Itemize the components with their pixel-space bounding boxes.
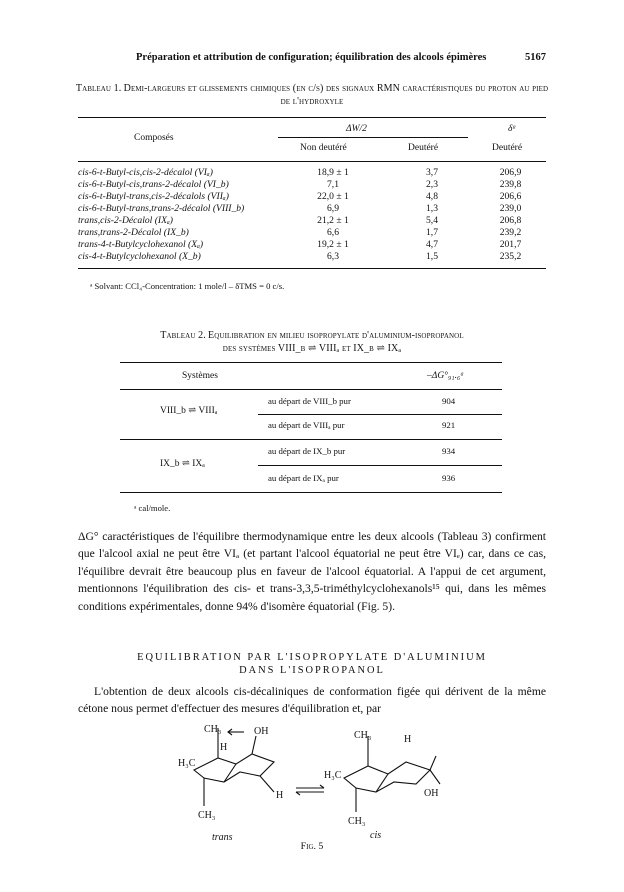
- table2-top-rule: [120, 362, 502, 363]
- table2-caption-line2: des systèmes VIII_b ⇌ VIIIₐ et IX_b ⇌ IXₐ: [222, 343, 402, 354]
- table1-row: [78, 166, 546, 178]
- cis-label-name: cis: [370, 830, 382, 841]
- table1-delta-cell: 206,9: [499, 166, 522, 178]
- table2-condition-2b: au départ de IXₐ pur: [268, 473, 339, 483]
- running-title: Préparation et attribution de configuration; équilibration des alcools épimères: [136, 52, 487, 63]
- paragraph-1: ΔG° caractéristiques de l'équilibre thermodynamique entre les deux alcools (Tableau 3) confirment que l'alcool axial ne peut être VIₐ (et partant l'alcool équatorial ne peut être VIₑ) car, dans ce cas, l'équilibre devrait être beaucoup plus en faveur de l'alcool équatorial. A l'appui de cet argument, mentionnons l'équilibration des cis- et trans-3,3,5-triméthylcyclohexanols¹⁵ qui, dans les mêmes conditions expérimentales, donne 94% d'isomère équatorial (Fig. 5).: [78, 530, 546, 613]
- table1-deutere-cell: 4,8: [426, 190, 438, 202]
- table1-header-deutere: Deutéré: [408, 143, 439, 153]
- table2-system-2: IX_b ⇌ IXₐ: [160, 459, 205, 469]
- table1-header-compounds: Composés: [134, 133, 174, 143]
- table1-deutere-cell: 1,7: [426, 227, 438, 239]
- cis-label-ch3-top: CH₃: [354, 730, 372, 741]
- table1-row: [78, 226, 546, 238]
- trans-label-h-right: H: [276, 790, 284, 801]
- cis-label-oh: OH: [424, 788, 439, 799]
- table2-header-rule: [120, 389, 502, 390]
- table1-delta-cell: 206,8: [499, 214, 522, 226]
- cis-label-h: H: [404, 734, 412, 745]
- table1-row: [78, 251, 546, 263]
- table1-compound-cell: trans,trans-2-Décalol (IX_b): [78, 227, 189, 239]
- table2-footnote: ᵃ cal/mole.: [134, 503, 171, 513]
- table1-row: [78, 214, 546, 226]
- table2-value-2a: 934: [442, 446, 456, 456]
- trans-label-h3c: H₃C: [178, 758, 196, 769]
- table1-deutere-cell: 1,5: [426, 251, 438, 263]
- trans-ring-fusion: [224, 764, 236, 782]
- cis-ring: [344, 762, 430, 792]
- table2-value-1a: 904: [442, 396, 456, 406]
- trans-bond-oh: [252, 736, 256, 754]
- table2-subrule-1: [258, 414, 502, 415]
- equilibrium-arrows: [296, 785, 324, 795]
- table1-delta-cell: 239,0: [499, 202, 522, 214]
- table1-compound-cell: cis-4-t-Butylcyclohexanol (X_b): [78, 251, 201, 263]
- table1-body: [78, 166, 546, 263]
- table2-caption-line1: Equilibration en milieu isopropylate d'aluminium-isopropanol: [208, 330, 464, 341]
- table1-compound-cell: cis-6-t-Butyl-cis,cis-2-décalol (VIₐ): [78, 166, 213, 178]
- table1-top-rule: [78, 117, 546, 118]
- trans-conformer: [194, 728, 274, 806]
- table1-non-deutere-cell: 18,9 ± 1: [317, 166, 349, 178]
- table2-value-2b: 936: [442, 473, 456, 483]
- trans-label-ch3-bottom: CH₃: [198, 810, 216, 821]
- trans-label-h-top: H: [220, 742, 228, 753]
- table1-caption-text: Demi-largeurs et glissements chimiques (en c/s) des signaux RMN caractéristiques du proton au pied de l'hydroxyle: [123, 83, 549, 107]
- trans-label-name: trans: [212, 832, 233, 842]
- table1-footnote: ᵃ Solvant: CCl₄-Concentration: 1 mole/l – δTMS = 0 c/s.: [90, 281, 285, 291]
- table1-delta-cell: 201,7: [499, 239, 522, 251]
- table1-deutere-cell: 3,7: [426, 166, 438, 178]
- cis-ring-fusion: [376, 774, 388, 792]
- table2-value-1b: 921: [442, 420, 456, 430]
- table2-header-value: –ΔG°₉₁.₆ᵃ: [427, 371, 465, 381]
- running-header: [78, 52, 546, 68]
- table1-delta-cell: 239,2: [499, 227, 522, 239]
- table1-compound-cell: cis-6-t-Butyl-trans,cis-2-décalols (VIIₐ): [78, 190, 229, 202]
- trans-bond-h: [260, 776, 274, 792]
- section-title: EQUILIBRATION PAR L'ISOPROPYLATE D'ALUMINIUM DANS L'ISOPROPANOL: [137, 652, 487, 676]
- table1-non-deutere-cell: 19,2 ± 1: [317, 239, 349, 251]
- paragraph-2: L'obtention de deux alcools cis-décaliniques de conformation figée qui dérivent de la même cétone nous permet d'effectuer des mesures d'équilibration et, par: [78, 685, 546, 716]
- table1-non-deutere-cell: 6,3: [327, 251, 339, 263]
- table1-row: [78, 178, 546, 190]
- table1-compound-cell: trans,cis-2-Décalol (IXₐ): [78, 214, 173, 226]
- table2-bottom-rule: [120, 492, 502, 493]
- table1-deutere-cell: 1,3: [426, 202, 438, 214]
- table2-caption: [110, 329, 514, 355]
- table2-system-1: VIII_b ⇌ VIIIₐ: [160, 406, 218, 416]
- table1-header-deltaw: ΔW/2: [346, 124, 367, 134]
- table2-condition-1a: au départ de VIII_b pur: [268, 396, 351, 406]
- table1-bottom-rule: [78, 268, 546, 269]
- table1-deutere-cell: 4,7: [426, 239, 438, 251]
- table1-non-deutere-cell: 6,9: [327, 202, 339, 214]
- cis-label-ch3-bottom: CH₃: [348, 816, 366, 827]
- trans-label-oh: OH: [254, 726, 269, 737]
- table2-condition-2a: au départ de IX_b pur: [268, 446, 346, 456]
- trans-label-ch3-top: CH₃: [204, 724, 222, 735]
- table1-caption-label: Tableau 1.: [75, 83, 122, 94]
- table1-deutere-cell: 2,3: [426, 178, 438, 190]
- figure-caption: Fig. 5: [300, 841, 324, 852]
- table2-header-systems: Systèmes: [182, 371, 218, 381]
- table1-delta-cell: 239,8: [499, 178, 522, 190]
- table1-header-subrule: [278, 137, 468, 138]
- table2-caption-label: Tableau 2.: [160, 330, 206, 341]
- cis-label-h3c: H₃C: [324, 770, 342, 781]
- table1-delta-cell: 206,6: [499, 190, 522, 202]
- table2-condition-1b: au départ de VIIIₐ pur: [268, 420, 345, 430]
- table1-row: [78, 202, 546, 214]
- table1-header: [78, 121, 546, 159]
- table1-compound-cell: trans-4-t-Butylcyclohexanol (Xₐ): [78, 239, 204, 251]
- table1-deutere-cell: 5,4: [426, 214, 438, 226]
- table1-caption: [70, 82, 554, 108]
- page-number: 5167: [525, 52, 546, 63]
- table1-header-deutere2: Deutéré: [492, 143, 523, 153]
- table1-non-deutere-cell: 6,6: [327, 227, 339, 239]
- table1-non-deutere-cell: 7,1: [327, 178, 339, 190]
- table1-row: [78, 239, 546, 251]
- table1-non-deutere-cell: 21,2 ± 1: [317, 214, 349, 226]
- table1: [78, 166, 546, 263]
- table2-group-rule: [120, 439, 502, 440]
- table1-header-delta: δᵃ: [508, 124, 517, 134]
- cis-bond-h: [430, 756, 436, 770]
- table2-subrule-2: [258, 465, 502, 466]
- table1-header-rule: [78, 161, 546, 162]
- table1-row: [78, 190, 546, 202]
- table1-delta-cell: 235,2: [499, 251, 522, 263]
- figure-5-diagram: [178, 722, 446, 842]
- table1-compound-cell: cis-6-t-Butyl-cis,trans-2-décalol (VI_b): [78, 178, 229, 190]
- table1-non-deutere-cell: 22,0 ± 1: [317, 190, 349, 202]
- table1-header-non-deutere: Non deutéré: [300, 143, 347, 153]
- cis-bond-oh: [430, 770, 440, 784]
- cis-conformer: [344, 736, 440, 812]
- table1-compound-cell: cis-6-t-Butyl-trans,trans-2-décalol (VIII_b): [78, 202, 245, 214]
